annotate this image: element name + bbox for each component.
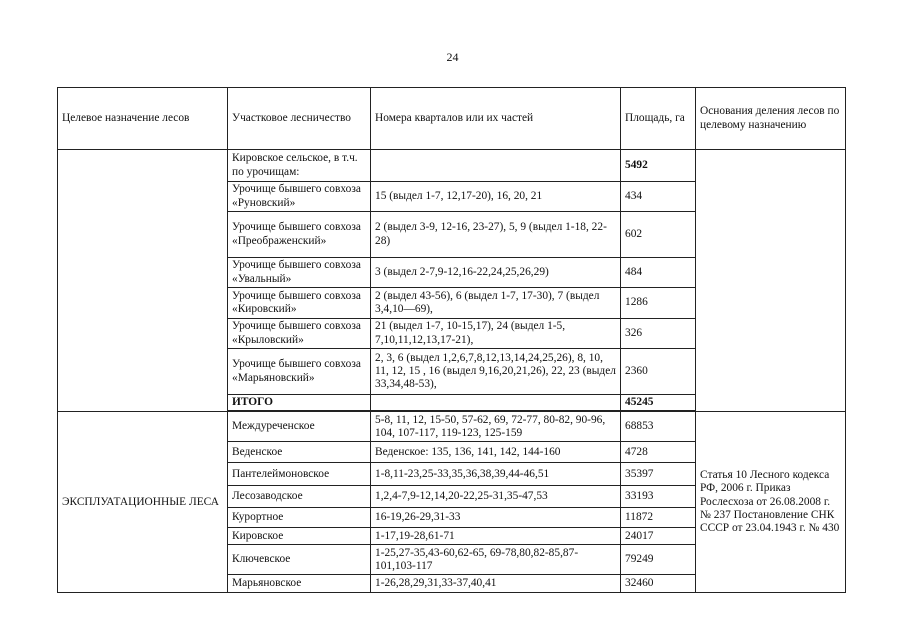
exploitation-basis: Статья 10 Лесного кодекса РФ, 2006 г. Приказ Рослесхоза от 26.08.2008 г. № 237 Постановление СНК СССР от 23.04.1943 г. № 430 [696,412,846,593]
row-quarters: 1-25,27-35,43-60,62-65, 69-78,80,82-85,87-101,103-117 [371,545,621,575]
row-quarters: 16-19,26-29,31-33 [371,508,621,528]
row-forestry: Урочище бывшего совхоза «Крыловский» [228,319,371,349]
row-quarters: 2, 3, 6 (выдел 1,2,6,7,8,12,13,14,24,25,26), 8, 10, 11, 12, 15 , 16 (выдел 9,16,20,21,26), 22, 23 (выдел 33,34,48-53), [371,349,621,395]
row-quarters: 3 (выдел 2-7,9-12,16-22,24,25,26,29) [371,258,621,288]
row-quarters: 1-26,28,29,31,33-37,40,41 [371,575,621,593]
row-area: 33193 [621,486,696,508]
row-quarters: 1,2,4-7,9-12,14,20-22,25-31,35-47,53 [371,486,621,508]
table-row [58,150,846,182]
header-basis: Основания деления лесов по целевому назначению [696,88,846,150]
header-area: Площадь, га [621,88,696,150]
basis-cell-empty [696,150,846,412]
row-forestry: Урочище бывшего совхоза «Кировский» [228,288,371,319]
row-area: 484 [621,258,696,288]
table-header-row [58,88,846,150]
row-quarters: 1-17,19-28,61-71 [371,528,621,545]
purpose-cell-empty [58,150,228,412]
row-area: 11872 [621,508,696,528]
row-quarters: Веденское: 135, 136, 141, 142, 144-160 [371,442,621,463]
row-forestry: Междуреченское [228,412,371,442]
row-forestry: Курортное [228,508,371,528]
total-quarters [371,395,621,411]
page-number: 24 [446,50,459,64]
row-area: 326 [621,319,696,349]
forest-purpose-table [57,87,846,593]
header-forestry: Участковое лесничество [228,88,371,150]
row-area: 602 [621,212,696,258]
table-row [58,412,846,442]
row-forestry: Урочище бывшего совхоза «Руновский» [228,182,371,212]
row-forestry: Веденское [228,442,371,463]
row-area: 2360 [621,349,696,395]
row-forestry: Кировское [228,528,371,545]
kirov-subtotal-area: 5492 [621,150,696,182]
header-purpose: Целевое назначение лесов [58,88,228,150]
row-forestry: Пантелеймоновское [228,463,371,486]
row-area: 24017 [621,528,696,545]
row-area: 79249 [621,545,696,575]
kirov-subtotal-forestry: Кировское сельское, в т.ч. по урочищам: [228,150,371,182]
row-quarters: 2 (выдел 3-9, 12-16, 23-27), 5, 9 (выдел 1-18, 22-28) [371,212,621,258]
row-area: 1286 [621,288,696,319]
row-forestry: Урочище бывшего совхоза «Преображенский» [228,212,371,258]
row-forestry: Урочище бывшего совхоза «Марьяновский» [228,349,371,395]
row-area: 35397 [621,463,696,486]
row-area: 32460 [621,575,696,593]
row-forestry: Урочище бывшего совхоза «Увальный» [228,258,371,288]
total-label: ИТОГО [228,395,371,411]
header-quarters: Номера кварталов или их частей [371,88,621,150]
row-quarters: 1-8,11-23,25-33,35,36,38,39,44-46,51 [371,463,621,486]
row-quarters: 21 (выдел 1-7, 10-15,17), 24 (выдел 1-5, 7,10,11,12,13,17-21), [371,319,621,349]
row-area: 434 [621,182,696,212]
row-quarters: 5-8, 11, 12, 15-50, 57-62, 69, 72-77, 80-82, 90-96, 104, 107-117, 119-123, 125-159 [371,412,621,442]
row-quarters: 15 (выдел 1-7, 12,17-20), 16, 20, 21 [371,182,621,212]
row-area: 4728 [621,442,696,463]
row-area: 68853 [621,412,696,442]
row-forestry: Лесозаводское [228,486,371,508]
exploitation-purpose: ЭКСПЛУАТАЦИОННЫЕ ЛЕСА [58,412,228,593]
row-forestry: Ключевское [228,545,371,575]
kirov-subtotal-quarters [371,150,621,182]
row-quarters: 2 (выдел 43-56), 6 (выдел 1-7, 17-30), 7 (выдел 3,4,10—69), [371,288,621,319]
row-forestry: Марьяновское [228,575,371,593]
total-area: 45245 [621,395,696,411]
